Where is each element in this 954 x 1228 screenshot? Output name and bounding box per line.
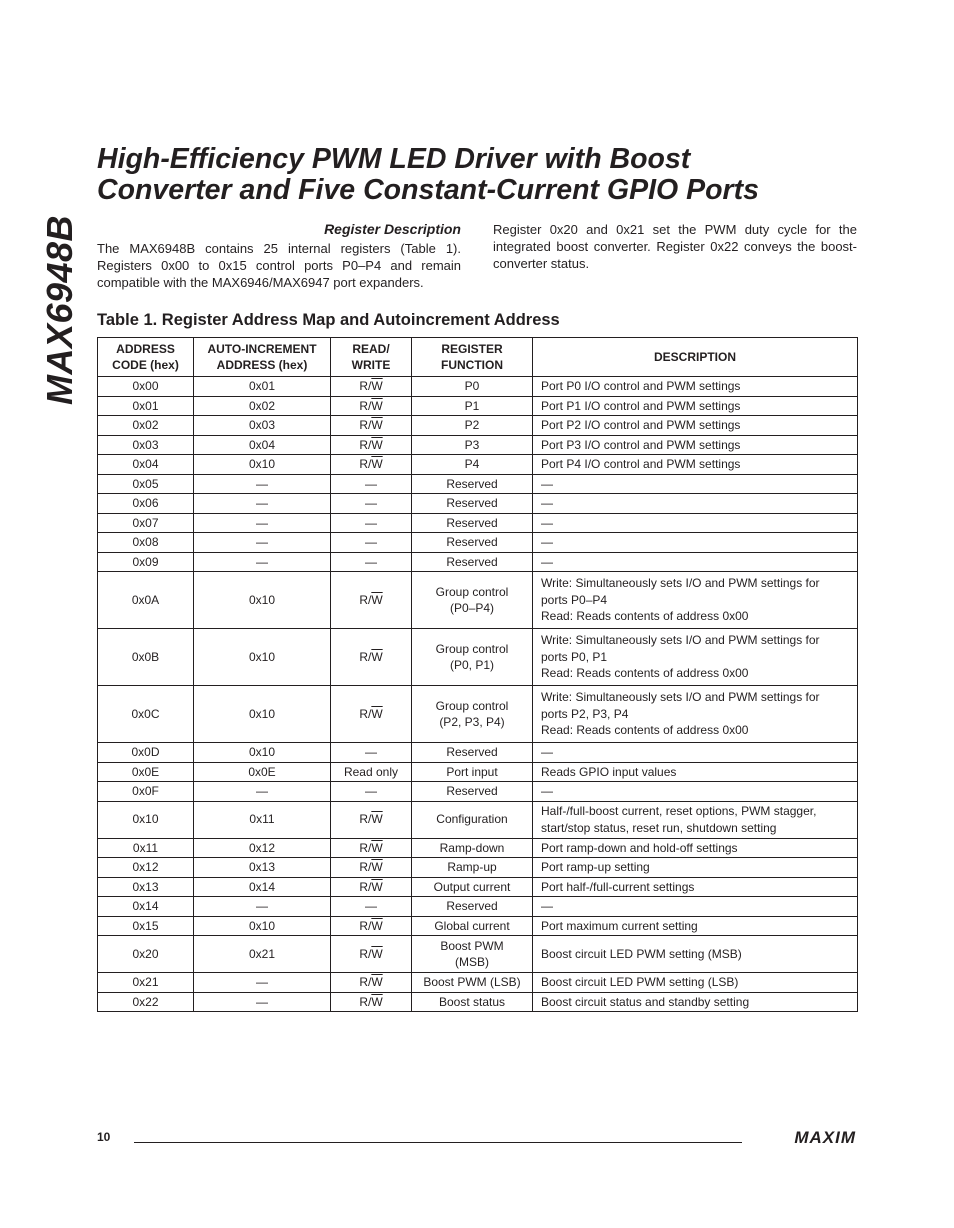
auto-increment-cell: 0x13 <box>194 858 331 878</box>
description-cell <box>533 435 858 455</box>
cell-line: Reserved <box>446 515 498 530</box>
cell-line: Reserved <box>446 745 498 759</box>
register-function-cell <box>412 992 533 1012</box>
read-write-cell <box>331 858 412 878</box>
table-row <box>98 992 858 1012</box>
cell-line: — <box>541 515 553 530</box>
read-write-value: $R/\overline{W}$ <box>359 592 383 607</box>
address-cell: 0x05 <box>98 474 194 494</box>
address-cell: 0x00 <box>98 377 194 397</box>
cell-line: ports P0, P1 <box>541 649 608 664</box>
address-cell: 0x15 <box>98 916 194 936</box>
register-function-cell <box>412 513 533 533</box>
cell-line: Port P4 I/O control and PWM settings <box>541 457 741 471</box>
table-row <box>98 916 858 936</box>
address-cell: 0x0F <box>98 782 194 802</box>
cell-line: Half-/full-boost current, reset options, PWM stagger, <box>541 804 817 818</box>
table-row <box>98 416 858 436</box>
column-header <box>412 338 533 377</box>
table-row <box>98 858 858 878</box>
read-write-cell <box>331 686 412 743</box>
address-cell: 0x21 <box>98 973 194 993</box>
table-row <box>98 474 858 494</box>
read-write-value: $R/\overline{W}$ <box>359 706 383 721</box>
column-header <box>331 338 412 377</box>
cell-line: Read: Reads contents of address 0x00 <box>541 666 749 681</box>
column-header-line: DESCRIPTION <box>653 350 736 364</box>
cell-line: Boost circuit LED PWM setting (LSB) <box>541 975 739 989</box>
description-cell <box>533 973 858 993</box>
read-write-cell <box>331 416 412 436</box>
description-cell <box>533 416 858 436</box>
read-write-value: $R/\overline{W}$ <box>359 918 383 933</box>
right-paragraph: Register 0x20 and 0x21 set the PWM duty cycle for the integrated boost converter. Register 0x22 conveys the boost-converter status. <box>493 222 857 271</box>
cell-line: — <box>541 554 553 569</box>
cell-line: ports P2, P3, P4 <box>541 706 629 721</box>
read-write-cell <box>331 877 412 897</box>
side-title <box>30 210 90 410</box>
cell-line: Port P3 I/O control and PWM settings <box>541 437 741 452</box>
cell-line: P4 <box>464 457 480 471</box>
register-function-cell <box>412 435 533 455</box>
register-function-cell <box>412 629 533 686</box>
read-write-cell <box>331 936 412 973</box>
read-write-cell <box>331 377 412 397</box>
address-cell: 0x11 <box>98 838 194 858</box>
register-function-cell <box>412 762 533 782</box>
cell-line: Reserved <box>446 554 498 569</box>
read-write-cell <box>331 992 412 1012</box>
cell-line: Boost PWM <box>440 938 504 953</box>
address-cell: 0x0B <box>98 629 194 686</box>
auto-increment-cell: — <box>194 782 331 802</box>
address-cell: 0x13 <box>98 877 194 897</box>
table-row <box>98 877 858 897</box>
address-cell: 0x07 <box>98 513 194 533</box>
auto-increment-cell: 0x10 <box>194 629 331 686</box>
read-write-cell: — <box>331 897 412 917</box>
address-cell: 0x01 <box>98 396 194 416</box>
description-cell <box>533 533 858 553</box>
cell-line: Write: Simultaneously sets I/O and PWM settings for <box>541 690 820 705</box>
cell-line: Reserved <box>446 496 498 510</box>
footer-rule <box>134 1142 742 1143</box>
read-write-value: $R/\overline{W}$ <box>359 437 383 452</box>
cell-line: Configuration <box>436 812 508 827</box>
address-cell: 0x03 <box>98 435 194 455</box>
maxim-logo-text: MAXIM <box>794 1129 856 1145</box>
address-cell: 0x14 <box>98 897 194 917</box>
table-row <box>98 513 858 533</box>
table-row <box>98 686 858 743</box>
register-function-cell <box>412 858 533 878</box>
page-title-line1: High-Efficiency PWM LED Driver with Boost <box>97 143 691 175</box>
description-cell <box>533 762 858 782</box>
read-write-cell: — <box>331 474 412 494</box>
description-cell <box>533 916 858 936</box>
page-title <box>97 144 877 206</box>
table-row <box>98 533 858 553</box>
read-write-cell: — <box>331 533 412 553</box>
read-write-cell: — <box>331 782 412 802</box>
auto-increment-cell: 0x0E <box>194 762 331 782</box>
read-write-value: $R/\overline{W}$ <box>359 812 383 827</box>
read-write-value: $R/\overline{W}$ <box>359 994 383 1009</box>
register-function-cell <box>412 743 533 763</box>
register-function-cell <box>412 396 533 416</box>
read-write-value: $R/\overline{W}$ <box>359 975 383 989</box>
cell-line: Read: Reads contents of address 0x00 <box>541 723 749 738</box>
cell-line: (MSB) <box>455 955 489 969</box>
table-row <box>98 629 858 686</box>
cell-line: — <box>541 476 553 491</box>
table-row <box>98 494 858 514</box>
register-function-cell <box>412 552 533 572</box>
register-function-cell <box>412 936 533 973</box>
maxim-logo <box>748 1129 858 1145</box>
address-cell: 0x04 <box>98 455 194 475</box>
side-title-text: MAX6948B <box>39 214 80 406</box>
read-write-cell <box>331 572 412 629</box>
auto-increment-cell: — <box>194 494 331 514</box>
cell-line: Port P0 I/O control and PWM settings <box>541 379 741 393</box>
table-row <box>98 572 858 629</box>
description-cell <box>533 801 858 838</box>
auto-increment-cell: — <box>194 474 331 494</box>
cell-line: start/stop status, reset run, shutdown setting <box>541 820 777 835</box>
cell-line: Reserved <box>446 476 498 491</box>
cell-line: — <box>541 899 553 913</box>
read-write-cell <box>331 455 412 475</box>
table-row <box>98 973 858 993</box>
description-cell <box>533 494 858 514</box>
page-title-line2: Converter and Five Constant-Current GPIO Ports <box>97 174 759 206</box>
read-write-value: $R/\overline{W}$ <box>359 457 383 471</box>
address-cell: 0x0E <box>98 762 194 782</box>
read-write-value: $R/\overline{W}$ <box>359 860 383 874</box>
cell-line: Port input <box>446 764 498 779</box>
cell-line: P1 <box>464 398 480 413</box>
cell-line: Write: Simultaneously sets I/O and PWM settings for <box>541 576 820 591</box>
cell-line: Global current <box>434 918 510 933</box>
cell-line: Boost status <box>438 994 506 1009</box>
description-cell <box>533 572 858 629</box>
cell-line: Ramp-up <box>447 860 497 874</box>
read-write-cell <box>331 629 412 686</box>
cell-line: Output current <box>433 879 511 894</box>
column-header-line: ADDRESS <box>116 342 175 356</box>
cell-line: Group control <box>435 641 509 656</box>
auto-increment-cell: 0x10 <box>194 686 331 743</box>
read-write-cell <box>331 838 412 858</box>
read-write-value: $R/\overline{W}$ <box>359 946 383 961</box>
read-write-value: $R/\overline{W}$ <box>359 418 383 432</box>
auto-increment-cell: 0x12 <box>194 838 331 858</box>
description-cell <box>533 396 858 416</box>
table-header-row <box>98 338 858 377</box>
address-cell: 0x02 <box>98 416 194 436</box>
description-cell <box>533 474 858 494</box>
auto-increment-cell: 0x04 <box>194 435 331 455</box>
section-heading: Register Description <box>324 221 461 237</box>
table-row <box>98 801 858 838</box>
address-cell: 0x22 <box>98 992 194 1012</box>
auto-increment-cell: — <box>194 552 331 572</box>
table-row <box>98 838 858 858</box>
column-header-line: AUTO-INCREMENT <box>207 342 317 356</box>
auto-increment-cell: — <box>194 897 331 917</box>
register-function-cell <box>412 782 533 802</box>
read-write-cell: — <box>331 552 412 572</box>
auto-increment-cell: — <box>194 533 331 553</box>
cell-line: Read: Reads contents of address 0x00 <box>541 609 749 624</box>
cell-line: Port maximum current setting <box>541 918 698 933</box>
description-cell <box>533 455 858 475</box>
auto-increment-cell: 0x02 <box>194 396 331 416</box>
description-cell <box>533 877 858 897</box>
cell-line: Port ramp-up setting <box>541 860 650 874</box>
cell-line: Reserved <box>446 535 498 549</box>
address-cell: 0x0A <box>98 572 194 629</box>
cell-line: (P2, P3, P4) <box>439 715 505 729</box>
description-cell <box>533 513 858 533</box>
read-write-cell: — <box>331 494 412 514</box>
table-row <box>98 782 858 802</box>
column-header-line: FUNCTION <box>441 358 503 372</box>
cell-line: Boost PWM (LSB) <box>423 975 521 989</box>
cell-line: — <box>541 496 553 510</box>
cell-line: Port half-/full-current settings <box>541 879 695 894</box>
column-header-line: ADDRESS (hex) <box>216 358 308 372</box>
table-title: Table 1. Register Address Map and Autoincrement Address <box>97 311 560 329</box>
register-function-cell <box>412 897 533 917</box>
cell-line: Boost circuit status and standby setting <box>541 994 750 1009</box>
read-write-cell: — <box>331 513 412 533</box>
read-write-value: $R/\overline{W}$ <box>359 398 383 413</box>
register-function-cell <box>412 801 533 838</box>
register-function-cell <box>412 377 533 397</box>
address-cell: 0x09 <box>98 552 194 572</box>
auto-increment-cell: 0x10 <box>194 455 331 475</box>
column-header <box>98 338 194 377</box>
table-row <box>98 396 858 416</box>
read-write-cell <box>331 916 412 936</box>
column-header <box>194 338 331 377</box>
cell-line: Reserved <box>446 784 498 798</box>
right-column <box>493 221 857 272</box>
register-function-cell <box>412 533 533 553</box>
cell-line: — <box>541 535 553 549</box>
address-cell: 0x0D <box>98 743 194 763</box>
cell-line: — <box>541 745 553 759</box>
register-function-cell <box>412 474 533 494</box>
cell-line: P2 <box>464 418 480 432</box>
register-function-cell <box>412 973 533 993</box>
cell-line: Port ramp-down and hold-off settings <box>541 840 738 855</box>
auto-increment-cell: 0x14 <box>194 877 331 897</box>
read-write-cell <box>331 435 412 455</box>
column-header-line: CODE (hex) <box>112 358 179 372</box>
read-write-value: $R/\overline{W}$ <box>359 379 383 393</box>
auto-increment-cell: 0x10 <box>194 572 331 629</box>
description-cell <box>533 936 858 973</box>
register-table <box>97 337 858 1012</box>
description-cell <box>533 629 858 686</box>
cell-line: Ramp-down <box>439 840 505 855</box>
register-function-cell <box>412 838 533 858</box>
table-body <box>98 377 858 1012</box>
auto-increment-cell: — <box>194 992 331 1012</box>
cell-line: P0 <box>464 379 480 393</box>
table-row <box>98 435 858 455</box>
register-function-cell <box>412 916 533 936</box>
table-row <box>98 897 858 917</box>
cell-line: Reserved <box>446 899 498 913</box>
cell-line: Port P1 I/O control and PWM settings <box>541 398 741 413</box>
address-cell: 0x12 <box>98 858 194 878</box>
cell-line: Reads GPIO input values <box>541 764 677 779</box>
description-cell <box>533 743 858 763</box>
read-write-value: $R/\overline{W}$ <box>359 879 383 894</box>
auto-increment-cell: 0x10 <box>194 916 331 936</box>
description-cell <box>533 552 858 572</box>
auto-increment-cell: 0x21 <box>194 936 331 973</box>
read-write-cell: Read only <box>331 762 412 782</box>
address-cell: 0x0C <box>98 686 194 743</box>
table-row <box>98 743 858 763</box>
read-write-cell <box>331 801 412 838</box>
address-cell: 0x10 <box>98 801 194 838</box>
register-function-cell <box>412 416 533 436</box>
table-row <box>98 762 858 782</box>
auto-increment-cell: 0x10 <box>194 743 331 763</box>
column-header-line: WRITE <box>351 358 391 372</box>
read-write-cell: — <box>331 743 412 763</box>
table-row <box>98 552 858 572</box>
read-write-cell <box>331 396 412 416</box>
table-row <box>98 377 858 397</box>
description-cell <box>533 686 858 743</box>
cell-line: Write: Simultaneously sets I/O and PWM settings for <box>541 633 820 648</box>
description-cell <box>533 782 858 802</box>
register-function-cell <box>412 686 533 743</box>
read-write-value: $R/\overline{W}$ <box>359 649 383 664</box>
cell-line: ports P0–P4 <box>541 592 608 607</box>
auto-increment-cell: 0x11 <box>194 801 331 838</box>
description-cell <box>533 858 858 878</box>
auto-increment-cell: — <box>194 973 331 993</box>
read-write-value: $R/\overline{W}$ <box>359 840 383 855</box>
auto-increment-cell: 0x01 <box>194 377 331 397</box>
column-header-line: READ/ <box>352 342 390 356</box>
register-function-cell <box>412 877 533 897</box>
cell-line: Boost circuit LED PWM setting (MSB) <box>541 946 742 961</box>
register-function-cell <box>412 455 533 475</box>
left-column <box>97 221 461 291</box>
table-row <box>98 455 858 475</box>
description-cell <box>533 992 858 1012</box>
description-cell <box>533 838 858 858</box>
left-paragraph: The MAX6948B contains 25 internal registers (Table 1). Registers 0x00 to 0x15 control ports P0–P4 and remain compatible with the MAX6946/MAX6947 port expanders. <box>97 241 461 290</box>
auto-increment-cell: — <box>194 513 331 533</box>
cell-line: P3 <box>464 437 480 452</box>
address-cell: 0x20 <box>98 936 194 973</box>
register-function-cell <box>412 494 533 514</box>
column-header <box>533 338 858 377</box>
cell-line: — <box>541 784 553 798</box>
address-cell: 0x08 <box>98 533 194 553</box>
address-cell: 0x06 <box>98 494 194 514</box>
cell-line: Group control <box>435 698 509 713</box>
description-cell <box>533 377 858 397</box>
register-function-cell <box>412 572 533 629</box>
column-header-line: REGISTER <box>441 342 503 356</box>
cell-line: Port P2 I/O control and PWM settings <box>541 418 741 432</box>
cell-line: (P0, P1) <box>449 658 494 672</box>
table-row <box>98 936 858 973</box>
cell-line: (P0–P4) <box>449 601 495 615</box>
read-write-cell <box>331 973 412 993</box>
auto-increment-cell: 0x03 <box>194 416 331 436</box>
cell-line: Group control <box>435 584 509 599</box>
description-cell <box>533 897 858 917</box>
page-number: 10 <box>97 1130 111 1144</box>
